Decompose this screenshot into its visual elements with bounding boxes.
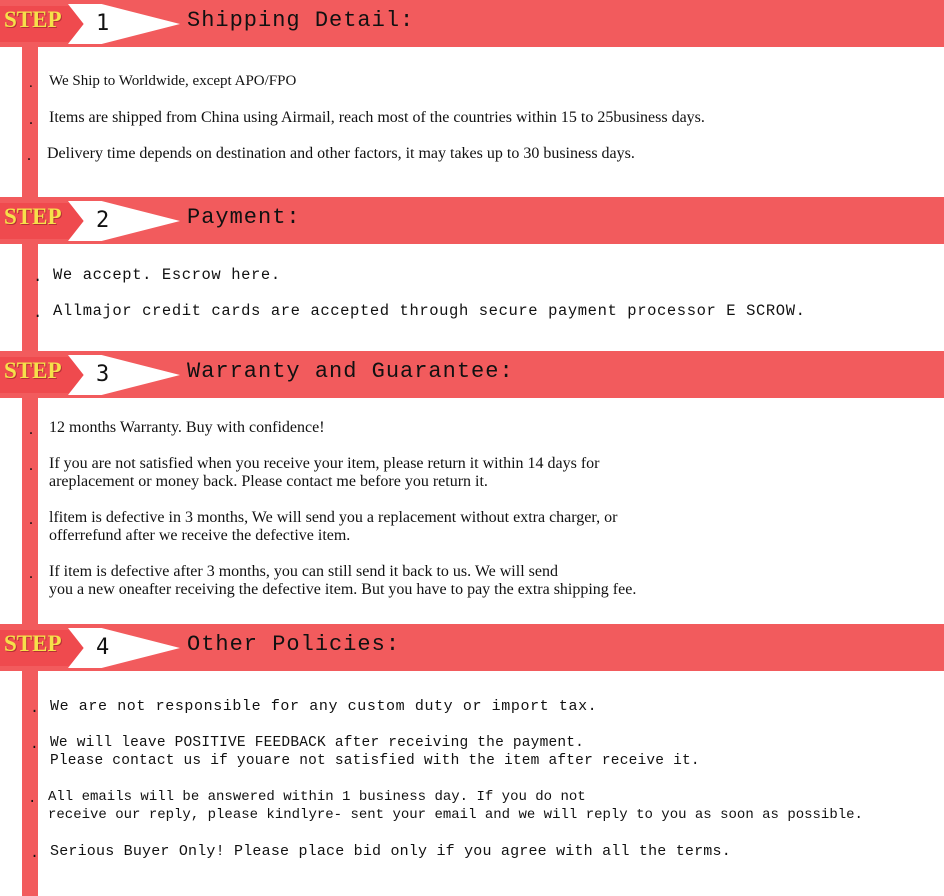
step-banner-1 xyxy=(0,0,944,47)
step-label: STEP xyxy=(4,631,62,656)
policy-item: . We will leave POSITIVE FEEDBACK after receiving the payment. Please contact us if youare not satisfied with the item after receive it. xyxy=(30,735,700,769)
section-title: Payment: xyxy=(187,205,301,230)
step-number: 3 xyxy=(96,362,110,387)
section-title: Other Policies: xyxy=(187,632,401,657)
arrow-icon xyxy=(68,628,180,668)
policy-item: . We are not responsible for any custom duty or import tax. xyxy=(30,698,598,717)
left-rail xyxy=(22,0,38,896)
policy-item: . 12 months Warranty. Buy with confidence! xyxy=(29,419,325,438)
section-title: Warranty and Guarantee: xyxy=(187,359,514,384)
step-label: STEP xyxy=(4,204,62,229)
policy-item: . Items are shipped from China using Airmail, reach most of the countries within 15 to 25business days. xyxy=(29,109,705,128)
arrow-icon xyxy=(68,355,180,395)
step-number: 4 xyxy=(96,635,110,660)
section-title: Shipping Detail: xyxy=(187,8,415,33)
policy-item: . If item is defective after 3 months, you can still send it back to us. We will send you a new oneafter receiving the defective item. But you have to pay the extra shipping fee. xyxy=(29,563,637,598)
policy-item: . Delivery time depends on destination and other factors, it may takes up to 30 business days. xyxy=(27,145,635,164)
step-banner-4 xyxy=(0,624,944,671)
step-number: 2 xyxy=(96,208,110,233)
policy-item: . lfitem is defective in 3 months, We will send you a replacement without extra charger, or offerrefund after we receive the defective item. xyxy=(29,509,618,544)
step-number: 1 xyxy=(96,11,110,36)
policy-item: . We Ship to Worldwide, except APO/FPO xyxy=(29,73,297,91)
step-banner-3 xyxy=(0,351,944,398)
policy-item: . Serious Buyer Only! Please place bid only if you agree with all the terms. xyxy=(30,843,731,862)
policy-item: . All emails will be answered within 1 business day. If you do not receive our reply, please kindlyre- sent your email and we will reply to you as soon as possible. xyxy=(28,789,863,823)
arrow-icon xyxy=(68,201,180,241)
step-label: STEP xyxy=(4,358,62,383)
policy-item: . If you are not satisfied when you receive your item, please return it within 14 days for areplacement or money back. Please contact me before you return it. xyxy=(29,455,600,490)
step-label: STEP xyxy=(4,7,62,32)
policy-item: . We accept. Escrow here. xyxy=(33,266,281,286)
step-banner-2 xyxy=(0,197,944,244)
policy-item: . Allmajor credit cards are accepted through secure payment processor E SCROW. xyxy=(33,302,806,322)
arrow-icon xyxy=(68,4,180,44)
